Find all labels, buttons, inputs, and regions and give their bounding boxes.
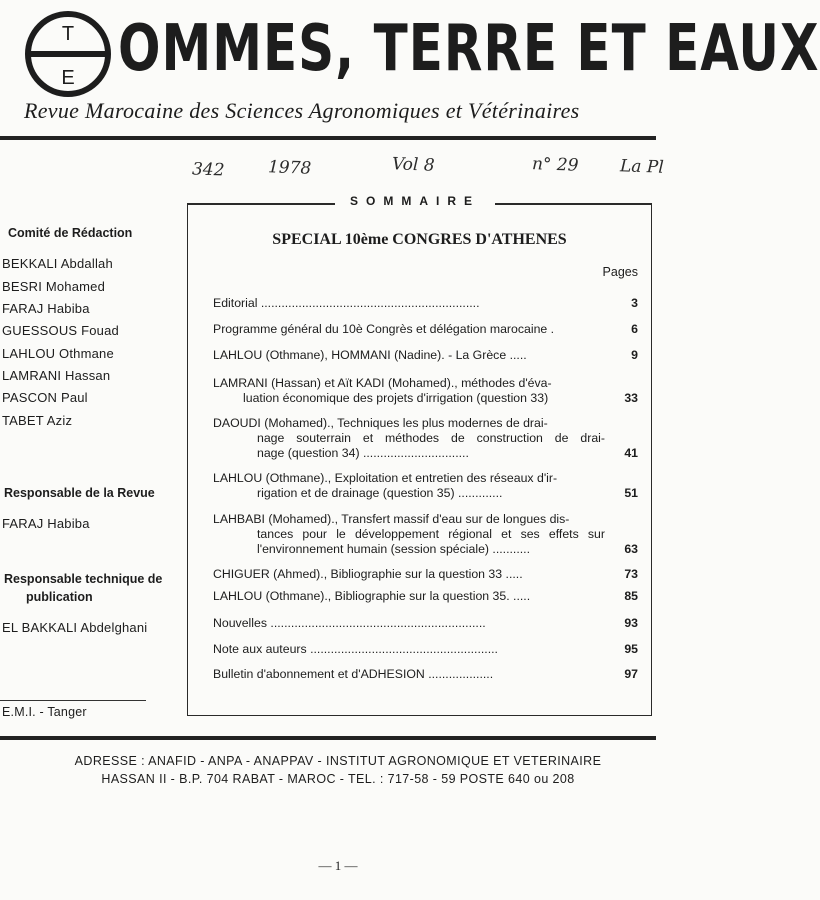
technical-manager-name: EL BAKKALI Abdelghani [2,620,148,635]
toc-entry-text: Programme général du 10è Congrès et délégation marocaine . [213,322,555,336]
toc-entry-text: Nouvelles ............................................................... [213,616,486,630]
committee-member: TABET Aziz [2,413,73,428]
toc-entry [213,616,638,631]
committee-member: BESRI Mohamed [2,279,106,294]
page-number: — 1 — [318,858,358,873]
toc-entry-text: LAHLOU (Othmane)., Bibliographie sur la question 35. ..... [213,589,531,603]
toc-entry-page: 6 [631,322,638,336]
toc-entry [213,416,638,461]
toc-entry-page: 41 [624,446,638,460]
toc-entry-text: LAHBABI (Mohamed)., Transfert massif d'eau sur de longues dis- [213,512,570,526]
committee-member: FARAJ Habiba [2,301,90,316]
toc-entry-page: 3 [631,296,638,310]
toc-entry [213,512,638,557]
toc-entry-page: 51 [624,486,638,500]
toc-entry-text: LAHLOU (Othmane), HOMMANI (Nadine). - La Grèce ..... [213,348,527,362]
printer-name: E.M.I. - Tanger [2,705,87,719]
journal-logo-icon [22,8,114,100]
toc-entry-text-cont: l'environnement humain (session spéciale) ........... [257,542,531,556]
toc-entry [213,376,638,406]
toc-entry-text: Editorial ................................................................ [213,296,480,310]
masthead-divider [0,136,656,140]
toc-entry-page: 95 [624,642,638,656]
toc-entry-text-cont: rigation et de drainage (question 35) ............. [257,486,503,500]
committee-member: LAHLOU Othmane [2,346,114,361]
sidebar-divider [0,700,146,701]
toc-entry [213,471,638,501]
toc-entry-text: DAOUDI (Mohamed)., Techniques les plus modernes de drai- [213,416,548,430]
handwritten-note-location: La Pl [619,156,665,178]
toc-entry-page: 85 [624,589,638,603]
committee-member: BEKKALI Abdallah [2,256,113,271]
toc-entry [213,567,638,582]
journal-subtitle: Revue Marocaine des Sciences Agronomiques et Vétérinaires [24,98,580,123]
footer-divider [0,736,656,740]
toc-entry-page: 73 [624,567,638,581]
toc-entry-text-cont: nage souterrain et méthodes de construction de drai- [257,431,605,445]
committee-member: PASCON Paul [2,390,88,405]
journal-manager-name: FARAJ Habiba [2,516,90,531]
toc-entry-page: 9 [631,348,638,362]
address-line-2: HASSAN II - B.P. 704 RABAT - MAROC - TEL. : 717-58 - 59 POSTE 640 ou 208 [101,772,575,786]
toc-entry-text-cont: nage (question 34) ............................... [257,446,469,460]
toc-entry-text-cont: tances pour le développement régional et ses effets sur [257,527,605,541]
toc-entry-text: Note aux auteurs ....................................................... [213,642,498,656]
toc-entry-text: CHIGUER (Ahmed)., Bibliographie sur la question 33 ..... [213,567,523,581]
committee-member: GUESSOUS Fouad [2,323,119,338]
journal-manager-heading: Responsable de la Revue [4,486,155,500]
toc-entry-text: LAHLOU (Othmane)., Exploitation et entretien des réseaux d'ir- [213,471,558,485]
toc-entry-text-cont: luation économique des projets d'irrigation (question 33) [243,391,549,405]
toc-entry-text: LAMRANI (Hassan) et Aït KADI (Mohamed)., méthodes d'éva- [213,376,552,390]
technical-manager-heading-cont: publication [26,590,93,604]
toc-heading: SOMMAIRE [350,194,480,208]
toc-entry-text: Bulletin d'abonnement et d'ADHESION ................... [213,667,494,681]
technical-manager-heading: Responsable technique de [4,572,163,586]
logo-letter-e: E [61,67,75,89]
toc-entry [213,589,638,604]
committee-member: LAMRANI Hassan [2,368,111,383]
toc-entry-page: 97 [624,667,638,681]
logo-letter-t: T [61,23,75,45]
pages-column-label: Pages [602,265,638,279]
special-issue-title: SPECIAL 10ème CONGRES D'ATHENES [272,231,567,248]
journal-title: OMMES, TERRE ET EAUX [118,10,820,86]
toc-entry [213,642,638,657]
address-line-1: ADRESSE : ANAFID - ANPA - ANAPPAV - INSTITUT AGRONOMIQUE ET VETERINAIRE [74,754,602,768]
toc-entry [213,348,638,363]
handwritten-note-year: 1978 [267,157,312,179]
toc-entry [213,322,638,337]
toc-entry-page: 63 [624,542,638,556]
handwritten-note-issue: n° 29 [531,154,579,176]
toc-entry [213,296,638,311]
toc-entry-page: 33 [624,391,638,405]
handwritten-note-number: 342 [191,159,225,181]
handwritten-note-volume: Vol 8 [391,154,435,176]
toc-entry [213,667,638,682]
editorial-committee-heading: Comité de Rédaction [8,226,133,240]
toc-entry-page: 93 [624,616,638,630]
